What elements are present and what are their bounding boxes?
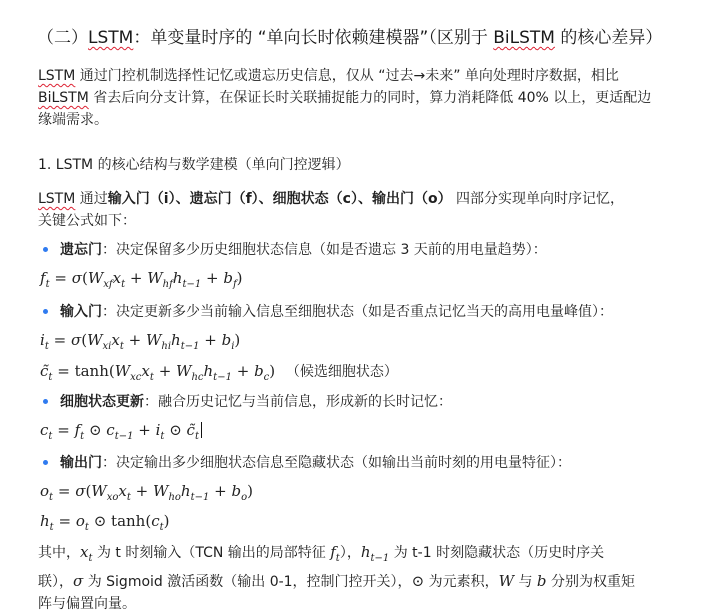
formula-forget: $f_t = \sigma(W_{xf}x_t + W_{hf}h_{t-1} + b_f)$ bbox=[40, 269, 243, 290]
intro-text-2: 省去后向分支计算，在保证长时关联捕捉能力的同时，算力消耗降低 40% 以上，更适配边 bbox=[88, 90, 652, 106]
intro-line-2 bbox=[38, 87, 651, 109]
footer-text: 分别为权重矩 bbox=[546, 574, 635, 590]
math-ht-1: $h_{t-1}$ bbox=[360, 543, 390, 564]
footer-text: 为 t-1 时刻隐藏状态（历史时序关 bbox=[389, 545, 605, 561]
formula-hidden: $h_t = o_t$ ⊙ $\tanh(c_t)$ bbox=[40, 512, 170, 533]
formula-output: $o_t = \sigma(W_{xo}x_t + W_{ho}h_{t-1} + b_o)$ bbox=[40, 482, 253, 503]
output-gate-label: 输出门 bbox=[60, 455, 102, 471]
candidate-note: （候选细胞状态） bbox=[285, 364, 398, 380]
cell-update-item bbox=[60, 391, 452, 413]
bullet-dot bbox=[43, 247, 48, 252]
math-b: b bbox=[536, 572, 547, 590]
footer-text: 为 t 时刻输入（TCN 输出的局部特征 bbox=[92, 545, 331, 561]
section1-title: 1. LSTM 的核心结构与数学建模（单向门控逻辑） bbox=[38, 157, 350, 173]
intro-lstm: LSTM bbox=[38, 68, 76, 84]
structure-paragraph bbox=[38, 188, 624, 232]
intro-line-1 bbox=[38, 65, 651, 87]
structure-gates: 输入门（i）、遗忘门（f）、细胞状态（c）、输出门（o） bbox=[107, 191, 452, 207]
footer-text: ）， bbox=[339, 545, 361, 561]
heading-rest: ：单变量时序的 “单向长时依赖建模器”（区别于 bbox=[133, 28, 494, 48]
footer-line-3: 阵与偏置向量。 bbox=[38, 596, 136, 612]
structure-pre: 通过 bbox=[75, 191, 108, 207]
input-gate-label: 输入门 bbox=[60, 304, 102, 320]
text-cursor bbox=[201, 422, 202, 438]
math-W: W bbox=[498, 572, 515, 590]
output-gate-item bbox=[60, 452, 571, 474]
math-sigma: σ bbox=[73, 572, 84, 590]
heading-lstm: LSTM bbox=[88, 28, 134, 48]
forget-gate-desc: ：决定保留多少历史细胞状态信息（如是否遗忘 3 天前的用电量趋势）： bbox=[102, 242, 547, 258]
section-heading bbox=[37, 23, 662, 48]
heading-bilstm: BiLSTM bbox=[493, 28, 555, 48]
footer-text: 与 bbox=[514, 574, 537, 590]
cell-update-label: 细胞状态更新 bbox=[60, 394, 144, 410]
heading-tail: 的核心差异） bbox=[554, 28, 663, 48]
footer-line-1 bbox=[38, 541, 635, 570]
structure-line-1 bbox=[38, 188, 624, 210]
footer-text: 联）， bbox=[38, 574, 73, 590]
forget-gate-label: 遗忘门 bbox=[60, 242, 102, 258]
input-gate-desc: ：决定更新多少当前输入信息至细胞状态（如是否重点记忆当天的高用电量峰值）： bbox=[102, 304, 613, 320]
intro-line-3: 缘端需求。 bbox=[38, 112, 108, 128]
input-gate-item bbox=[60, 301, 613, 323]
bullet-dot bbox=[43, 399, 48, 404]
bullet-dot bbox=[43, 460, 48, 465]
footer-text: 为 Sigmoid 激活函数（输出 0-1，控制门控开关）， bbox=[83, 574, 412, 590]
formula-candidate: $c̃_t = \tanh(W_{xc}x_t + W_{hc}h_{t-1} + b_c)$ （候选细胞状态） bbox=[40, 362, 398, 383]
bullet-dot bbox=[43, 309, 48, 314]
structure-lstm: LSTM bbox=[38, 191, 76, 207]
footer-line-2 bbox=[38, 570, 635, 593]
structure-post: 四部分实现单向时序记忆， bbox=[451, 191, 625, 207]
formula-input: $i_t = \sigma(W_{xi}x_t + W_{hi}h_{t-1} + b_i)$ bbox=[40, 331, 241, 352]
formula-cell: $c_t = f_t$ ⊙ $c_{t-1} + i_t$ ⊙ $c̃_t$ bbox=[40, 421, 202, 442]
math-ft: $f_t$ bbox=[330, 543, 340, 564]
intro-paragraph bbox=[38, 65, 651, 131]
cell-update-desc: ：融合历史记忆与当前信息，形成新的长时记忆： bbox=[144, 394, 452, 410]
output-gate-desc: ：决定输出多少细胞状态信息至隐藏状态（如输出当前时刻的用电量特征）： bbox=[102, 455, 571, 471]
heading-paren: （二） bbox=[37, 28, 88, 48]
structure-line-2: 关键公式如下： bbox=[38, 213, 136, 229]
footer-text: 其中， bbox=[38, 545, 80, 561]
math-odot: ⊙ bbox=[411, 572, 425, 590]
intro-bilstm: BiLSTM bbox=[38, 90, 89, 106]
intro-text-1: 通过门控机制选择性记忆或遗忘历史信息，仅从 “过去→未来” 单向处理时序数据，相比 bbox=[75, 68, 619, 84]
forget-gate-item bbox=[60, 239, 547, 261]
footer-paragraph bbox=[38, 541, 635, 615]
footer-text: 为元素积， bbox=[424, 574, 499, 590]
math-xt: $x_t$ bbox=[80, 543, 93, 564]
